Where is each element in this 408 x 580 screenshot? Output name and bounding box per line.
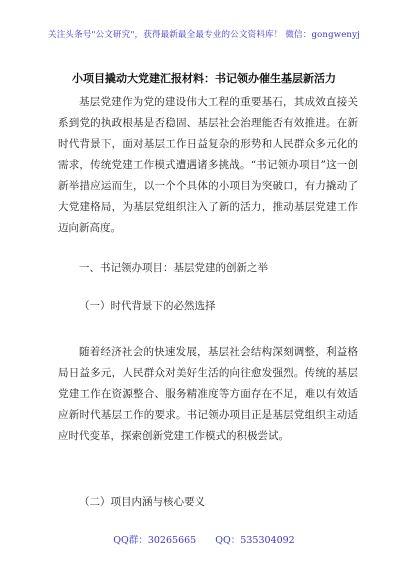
document-title: 小项目撬动大党建汇报材料：书记领办催生基层新活力 [72,72,336,85]
subsection-heading-1: （一）时代背景下的必然选择 [79,300,216,312]
intro-paragraph: 基层党建作为党的建设伟大工程的重要基石，其成效直接关系到党的执政根基是否稳固、基层社会治理能否有效推进。在新时代背景下，面对基层工作日益复杂的形势和人民群众多元化的需求，传统党建工作模式遭遇诸多挑战。“书记领办项目”这一创新举措应运而生，以一个个具体的小项目为突破口，有力撬动了大党建格局，为基层党组织注入了新的活力，推动基层党建工作迈向新高度。 [58,96,358,234]
footer-qq-contact: QQ：535304092 [215,535,295,546]
subsection-heading-2: （二）项目内涵与核心要义 [79,496,205,508]
page-footer [0,532,408,546]
footer-qq-group: QQ群：30265665 [113,535,197,546]
body-paragraph-1: 随着经济社会的快速发展，基层社会结构深刻调整，利益格局日益多元，人民群众对美好生活的向往愈发强烈。传统的基层党建工作在资源整合、服务精准度等方面存在不足，难以有效适应新时代基层工作的要求。书记领办项目正是基层党组织主动适应时代变革，探索创新党建工作模式的积极尝试。 [58,346,358,442]
section-heading-1: 一、书记领办项目：基层党建的创新之举 [79,262,268,274]
page-header-promo: 关注头条号"公文研究"，获得最新最全最专业的公文资料库！ 微信：gongwenyj [48,30,360,40]
